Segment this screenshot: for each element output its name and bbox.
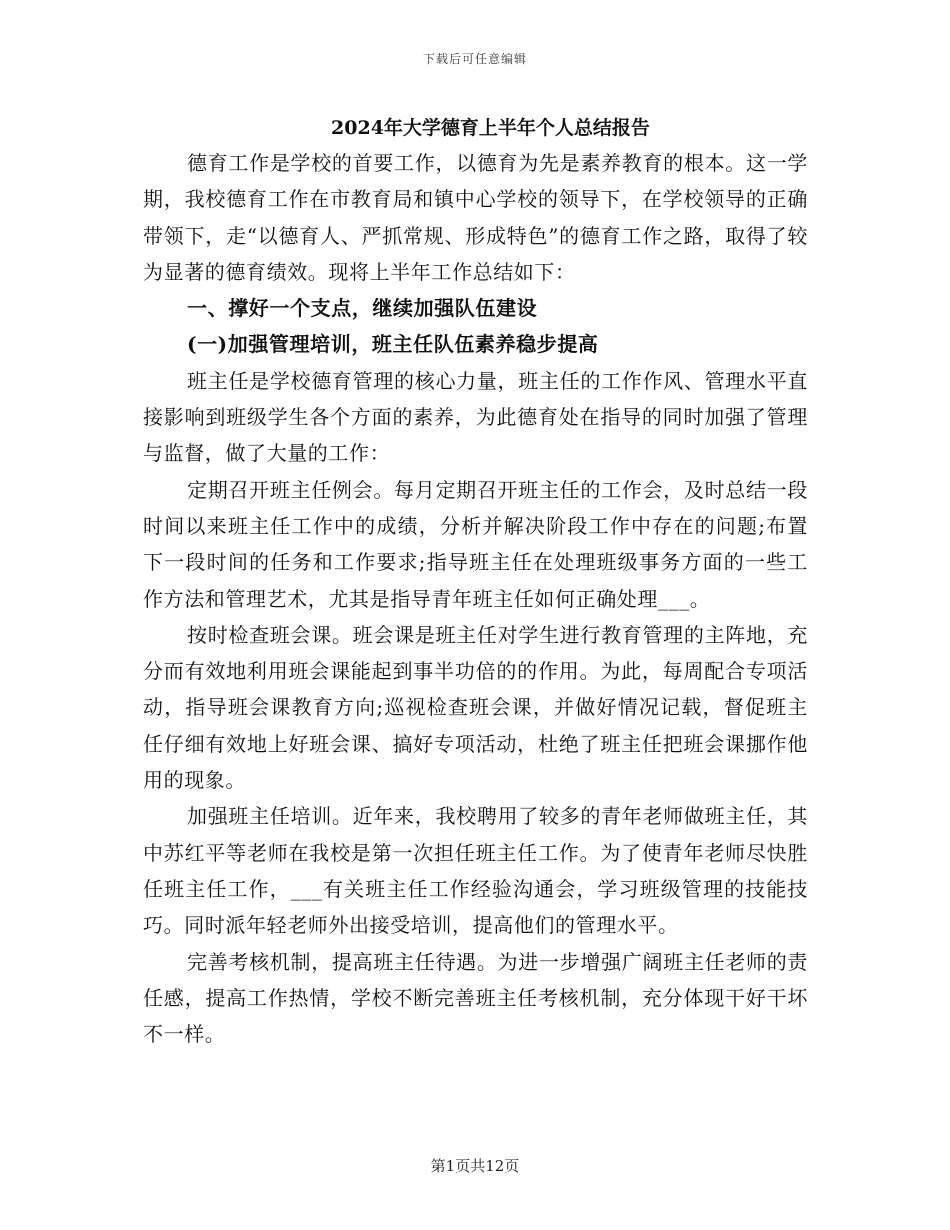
body-paragraph: 加强班主任培训。近年来，我校聘用了较多的青年老师做班主任，其中苏红平等老师在我校是第一次担任班主任工作。为了使青年老师尽快胜任班主任工作，___有关班主任工作经验沟通会，学习班级管理的技能技巧。同时派年轻老师外出接受培训，提高他们的管理水平。 [143,804,808,938]
section-heading: 一、撑好一个支点，继续加强队伍建设 [187,296,538,321]
document-body [143,113,808,1052]
subsection-heading: (一)加强管理培训，班主任队伍素养稳步提高 [187,332,599,357]
body-paragraph: 按时检查班会课。班会课是班主任对学生进行教育管理的主阵地，充分而有效地利用班会课能起到事半功倍的的作用。为此，每周配合专项活动，指导班会课教育方向;巡视检查班会课，并做好情况记载，督促班主任仔细有效地上好班会课、搞好专项活动，杜绝了班主任把班会课挪作他用的现象。 [143,622,808,793]
header-note: 下载后可任意编辑 [422,52,527,66]
body-paragraph: 班主任是学校德育管理的核心力量，班主任的工作作风、管理水平直接影响到班级学生各个方面的素养，为此德育处在指导的同时加强了管理与监督，做了大量的工作： [143,368,808,466]
body-paragraph: 定期召开班主任例会。每月定期召开班主任的工作会，及时总结一段时间以来班主任工作中的成绩，分析并解决阶段工作中存在的问题;布置下一段时间的任务和工作要求;指导班主任在处理班级事务方面的一些工作方法和管理艺术，尤其是指导青年班主任如何正确处理___。 [143,477,808,611]
intro-paragraph: 德育工作是学校的首要工作，以德育为先是素养教育的根本。这一学期，我校德育工作在市教育局和镇中心学校的领导下，在学校领导的正确带领下，走“以德育人、严抓常规、形成特色”的德育工作之路，取得了较为显著的德育绩效。现将上半年工作总结如下： [143,151,808,284]
document-title: 2024年大学德育上半年个人总结报告 [331,117,650,139]
page-footer: 第1页共12页 [430,1157,520,1175]
body-paragraph: 完善考核机制，提高班主任待遇。为进一步增强广阔班主任老师的责任感，提高工作热情，学校不断完善班主任考核机制，充分体现干好干坏不一样。 [143,949,808,1047]
